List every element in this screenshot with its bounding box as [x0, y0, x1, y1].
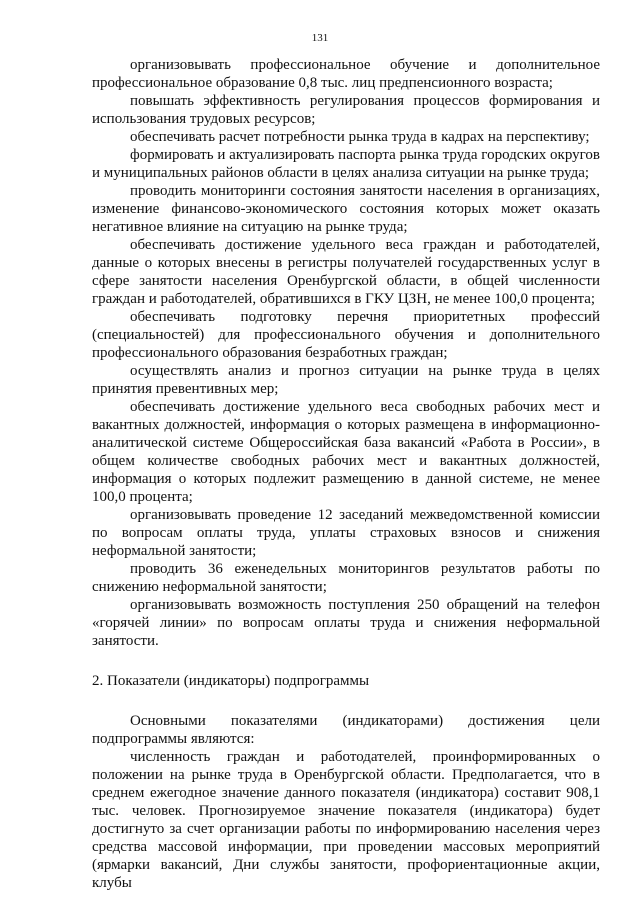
paragraph: проводить мониторинги состояния занятости населения в организациях, изменение финансово-экономического состояния которых может оказать негативное влияние на ситуацию на рынке труда;: [92, 183, 600, 235]
paragraph: обеспечивать расчет потребности рынка труда в кадрах на перспективу;: [130, 129, 590, 145]
paragraph: обеспечивать достижение удельного веса свободных рабочих мест и вакантных должностей, информация о которых размещена в информационно-аналитической системе Общероссийская база вакансий «Работа в России», в общем количестве свободных рабочих мест и вакантных должностей, информация о которых подлежит размещению в данной системе, не менее 100,0 процента;: [92, 399, 600, 505]
paragraph: проводить 36 еженедельных мониторингов результатов работы по снижению неформальной занятости;: [92, 561, 600, 595]
document-body: [92, 56, 600, 892]
paragraph: Основными показателями (индикаторами) достижения цели подпрограммы являются:: [92, 713, 600, 747]
paragraph: организовывать возможность поступления 250 обращений на телефон «горячей линии» по вопросам оплаты труда и снижения неформальной занятости.: [92, 597, 600, 649]
paragraph: организовывать проведение 12 заседаний межведомственной комиссии по вопросам оплаты труда, уплаты страховых взносов и снижения неформальной занятости;: [92, 507, 600, 559]
page-number: 131: [311, 32, 329, 44]
paragraph: обеспечивать достижение удельного веса граждан и работодателей, данные о которых внесены в регистры получателей государственных услуг в сфере занятости населения Оренбургской области, в общей численности граждан и работодателей, обратившихся в ГКУ ЦЗН, не менее 100,0 процента;: [92, 237, 600, 307]
section-heading: 2. Показатели (индикаторы) подпрограммы: [92, 673, 370, 689]
paragraph: повышать эффективность регулирования процессов формирования и использования трудовых ресурсов;: [92, 93, 600, 127]
paragraph: организовывать профессиональное обучение и дополнительное профессиональное образование 0,8 тыс. лиц предпенсионного возраста;: [92, 57, 600, 91]
paragraph: осуществлять анализ и прогноз ситуации на рынке труда в целях принятия превентивных мер;: [92, 363, 600, 397]
paragraph: обеспечивать подготовку перечня приоритетных профессий (специальностей) для профессионального обучения и дополнительного профессионального образования безработных граждан;: [92, 309, 600, 361]
paragraph: численность граждан и работодателей, проинформированных о положении на рынке труда в Оренбургской области. Предполагается, что в среднем ежегодное значение данного показателя (индикатора) составит 908,1 тыс. человек. Прогнозируемое значение показателя (индикатора) будет достигнуто за счет организации работы по информированию населения через средства массовой информации, при проведении массовых мероприятий (ярмарки вакансий, Дни службы занятости, профориентационные акции, клубы: [92, 749, 600, 891]
paragraph: формировать и актуализировать паспорта рынка труда городских округов и муниципальных районов области в целях анализа ситуации на рынке труда;: [92, 147, 600, 181]
